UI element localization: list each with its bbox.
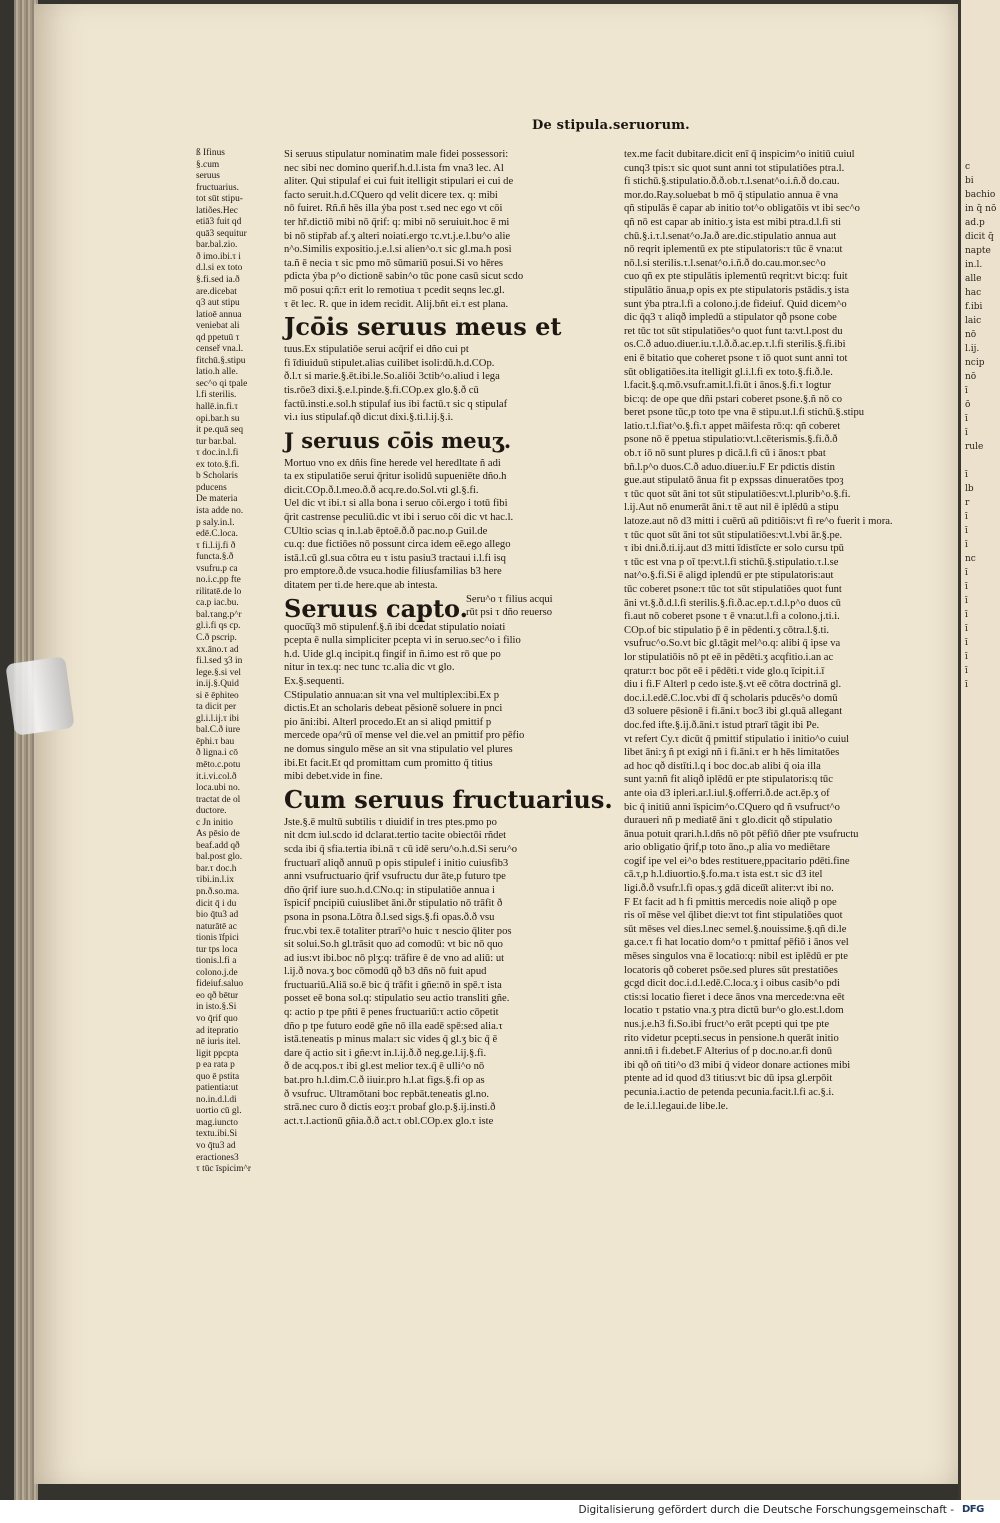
text-line: tūc coberet psone:τ tūc tot sūt stipulatiōes quot funt <box>624 584 842 595</box>
text-line: bñ.l.p^o duos.C.ð aduo.diuer.iu.F Er pdictis distin <box>624 461 835 473</box>
text-line: fruc.vbi tex.ē totaliter ptrarī^o huic τ nescio q̄liter pos <box>284 925 512 937</box>
section-heading-seruus-capto: Seruus capto. <box>284 593 468 623</box>
text-line: Mortuo vno ex dñis fine herede vel heredltate ñ adi <box>284 457 501 469</box>
margin-note-line: vsufru.p ca <box>196 563 238 574</box>
section-heading-cum-seruus: Cum seruus fructuarius. <box>284 784 613 814</box>
margin-note-line: De materia <box>196 494 238 505</box>
margin-note-line: ista adde no. <box>196 505 244 516</box>
text-line: posset eē bona sol.q: stipulatio seu actio transliti gñe. <box>284 993 510 1005</box>
text-line: nec sibi nec domino querif.h.d.l.ista fm vna3 lec. Al <box>284 162 504 174</box>
text-line: l.facit.§.q.mō.vsufr.amit.l.fi.ūt i ānos.§.fi.τ logtur <box>624 380 831 392</box>
margin-note-line: §.fi.sed ia.ð <box>196 275 240 286</box>
text-line: aliter. Qui stipulaf ei cui fuit itelligit stipulari ei cui de <box>284 176 514 188</box>
running-head: De stipula.seruorum. <box>532 118 690 133</box>
text-line: Ex.§.sequenti. <box>284 676 345 687</box>
section-heading-seruus-cois: J seruus cōis meuʒ. <box>284 427 512 453</box>
margin-note-line: naturātē ac <box>196 921 237 932</box>
text-line: diu i fi.F Alterl p cedo iste.§.vt eē cōtra doctrinā gl. <box>624 679 842 691</box>
margin-note-line: ta dicit per <box>196 702 237 713</box>
text-line: stipulātio ānua,p opis ex pte stipulatoris pstādis.ʒ ista <box>624 284 850 296</box>
margin-note-line: ð imo.ibi.τ i <box>196 251 241 262</box>
text-line: fructuarī aliqð annuū p opis stipulef i initio cuiusfib3 <box>284 857 509 869</box>
margin-note-line: c Jn initio <box>196 817 233 828</box>
margin-note-line: τibi.in.l.ix <box>196 875 234 886</box>
text-line: nō reqrit iplementū ex pte stipulatoris:τ tūc ē vna:ut <box>624 244 843 256</box>
margin-note-line: it.i.vi.col.ð <box>196 771 237 782</box>
text-line: ānua potuit qrari.h.l.dñs nō pōt pēfiō dñer pte vsufructu <box>624 828 859 840</box>
text-line: libet āni:ʒ ñ pt exigi nñ i fi.āni.τ er h hēs limitatōes <box>624 747 840 759</box>
margin-note-line: rilitatē.de lo <box>196 586 242 597</box>
text-line: doc.fed ifte.§.ij.ð.āni.τ istud ptrarī tāgit ibi Pe. <box>624 719 820 731</box>
text-line: q̄rit castrense peculiū.dic vt ibi i seruo cōi dic vt hac.l. <box>284 512 514 524</box>
text-line: d3 soluere pēsionē i fi.āni.τ boc3 ibi gl.quā allegant <box>624 706 843 718</box>
text-line: sūt mēses vel dies.l.nec semel.§.nouissime.§.qñ di.le <box>624 923 847 935</box>
margin-note-line: §.cum <box>196 159 220 170</box>
text-line: q: actio p tpe pñti ē penes fructuariū:τ actio cōpetit <box>284 1007 499 1019</box>
text-line: bi nō stipřab af.ʒ alteri noiati.ergo τc.vt.j.e.l.bu^o alie <box>284 230 511 242</box>
text-line: vsufruc^o.So.vt bic gl.tāgit mel^o.q: alibi q̄ ipse va <box>624 638 841 650</box>
margin-note-line: fi.l.sed ʒ3 in <box>196 656 243 667</box>
text-line: ligi.ð.ð vsufr.l.fi opas.ʒ gdā diceū̄t aliter:vt ibi no. <box>624 883 834 895</box>
text-line: sūt obligatiōes.ita itelligit gl.i.l.fi ex toto.§.fi.ð.le. <box>624 366 833 378</box>
text-line: ter hř.dictiō mibi nō q̄rif: q: mibi nō seruiuit.hoc ē mi <box>284 216 510 228</box>
margin-note-line: patientia:ut <box>196 1083 239 1094</box>
text-line: gcgd dicit doc.i.d.l.edē.C.loca.ʒ i oibus casib^o pdi <box>624 978 840 990</box>
main-text-column <box>284 148 613 1128</box>
text-line: cā.τ,p h.l.diuortio.§.fo.ma.τ ista est.τ sic d3 itel <box>624 869 823 881</box>
text-line: Si seruus stipulatur nominatim male fidei possessori: <box>284 149 509 160</box>
text-line: dño p tpe futuro eodē gñe nō illa eadē spē:sed alia.τ <box>284 1020 503 1032</box>
margin-note-line: ð ligna.i cō <box>196 748 238 759</box>
text-line: eni ē bitatio que coheret psone τ iō quot sunt anni tot <box>624 352 848 364</box>
text-line: dare q̄ actio sit i gñe:vt in.l.ij.ð.ð neg.ge.l.ij.§.fi. <box>284 1047 487 1059</box>
margin-note-line: uortio cū gl. <box>196 1106 242 1117</box>
margin-note-line: p saly.in.l. <box>196 517 235 528</box>
text-line: anni vsufructuario q̄rif vsufructu dur āte,p futuro tpe <box>284 871 506 883</box>
margin-note-line: bal.τang.p^r <box>196 609 242 620</box>
margin-note-line: tur tps loca <box>196 944 238 955</box>
margin-note-line: colono.j.de <box>196 967 238 978</box>
text-line: istā.l.cū gl.sua cōtra eu τ istu pasiu3 tractaui i.l.fi isq <box>284 552 506 564</box>
margin-note-line: ligit ppcpta <box>196 1048 239 1059</box>
margin-note-line: tionis īfpici <box>196 933 239 944</box>
text-line: mō posui q:ñ:τ erit lo remotiua τ pcedit seqns lec.gl. <box>284 284 505 296</box>
margin-note-line: fitchū.§.stipu <box>196 355 246 366</box>
text-line: bic:q: de ope que dñi pstari coberet psone.§.ñ nō co <box>624 393 842 405</box>
text-line: τ ibi dni.ð.ti.ij.aut d3 mitti īdistīcte er solo cursu tpū <box>624 543 844 555</box>
text-line: qratur:τ boc pōt eē i pēdēti.τ vide glo.q īcipit.i.ī <box>624 665 825 677</box>
margin-note-line: bar.τ doc.h <box>196 863 237 874</box>
text-line: latoze.aut nō d3 mitti i cuērū aū pditiōis:vt fi re^o fuerit i mora. <box>624 516 893 528</box>
margin-note-line: latiões.Hec <box>196 205 238 216</box>
margin-note-line: C.ð pscrip. <box>196 632 237 643</box>
text-line: rito videtur pcepti.secus in pensione.h querāt initio <box>624 1032 839 1044</box>
margin-note-line: no.i.c.pp fte <box>196 575 241 586</box>
text-line: ga.ce.τ fi hat locatio dom^o τ pmittaf pēfiō i ānos vel <box>624 937 849 949</box>
margin-note-line: beaf.add qð <box>196 840 240 851</box>
text-line: nus.j.e.h3 fi.So.ibi fruct^o erāt pcepti qui tpe pte <box>624 1019 830 1030</box>
text-line: rūt psi τ dño reuerso <box>466 607 553 619</box>
margin-note-line: Ās pēsio de <box>196 829 240 840</box>
text-line: ibi.Et facit.Et qd promittam cum promitto q̄ titius <box>284 757 493 769</box>
margin-note-line: bio q̄tu3 ad <box>196 910 239 921</box>
text-line: cu.q: due fictiōes nō possunt circa idem eē.ego allego <box>284 539 511 551</box>
margin-note-line: vo q̄tu3 ad <box>196 1141 236 1152</box>
margin-note-line: functa.§.ð <box>196 552 234 563</box>
margin-note-line: eo qð bētur <box>196 990 239 1001</box>
text-line: īspicif pncipiū cuiuslibet āni.ðr stipulatio nō trāfit ð <box>284 898 503 910</box>
text-line: ret tūc tot sūt stipulatiōes^o quot funt ta:vt.l.post du <box>624 325 843 337</box>
text-line: τ tūc quot sūt āni tot sūt stipulatiōes:vt.l.plurib^o.§.fi. <box>624 488 851 500</box>
text-line: ibi qð oñ titi^o d3 mibi q̄ videor donare actiones mibi <box>624 1059 851 1071</box>
text-line: mercede opa^rū oī mense vel die.vel an pmittif pro pēfio <box>284 730 525 742</box>
text-line: beret psone tūc,p toto tpe vna ē stipu.ut.l.fi stichū.§.stipu <box>624 407 865 419</box>
text-line: ad ius:vt ibi.boc nō plʒ:q: trāfire ē de vno ad aliū: ut <box>284 952 505 964</box>
text-line: dño q̄rif iure suo.h.d.CNo.q: in stipulatiōe annua i <box>284 884 495 896</box>
margin-note-line: tionis.l.fi a <box>196 956 237 967</box>
text-line: qñ stipulās ē capar ab initio tot^o obligatōis vt ibi sec^o <box>624 203 860 215</box>
text-line: fructuariū.Aliā so.ē bic q̄ trāfit i gñe:nō in spē.τ ista <box>284 979 502 991</box>
text-line: nit dcm iul.scdo id dclarat.tertio tacite obiectōi rñdet <box>284 830 507 842</box>
margin-note-line: pn.ð.so.ma. <box>196 887 240 897</box>
text-line: chū.§.i.τ.l.senat^o.Ja.ð are.dic.stipulatio annua aut <box>624 230 837 242</box>
text-line: factū.insti.e.sol.h stipulaf ius ibi factū.τ sic q stipulaf <box>284 398 508 410</box>
text-line: anni.tñ i fi.debet.F Alterius of p doc.no.ar.fi donū <box>624 1046 833 1058</box>
text-line: psone nō ē ppetua stipulatio:vt.l.cēterismis.§.fi.ð.ð <box>624 434 838 446</box>
text-line: n^o.Similis expositio.j.e.l.si alien^o.τ sic gl.ma.h posi <box>284 244 512 256</box>
margin-note-line: edē.C.loca. <box>196 529 238 540</box>
text-line: bat.pro h.l.dim.C.ð iiuir.pro h.l.at figs.§.fi op as <box>284 1075 485 1087</box>
margin-note-line: l.fi sterilis. <box>196 390 237 401</box>
margin-note-line: ductore. <box>196 806 227 817</box>
text-line: sit solui.So.h gl.trāsit quo ad comodū: vt bic nō quo <box>284 939 503 951</box>
text-line: os.C.ð aduo.diuer.iu.τ.l.ð.ð.ac.ep.τ.l.fi sterilis.§.fi.ibi <box>624 339 846 351</box>
text-line: fi īdiuiduū stipulet.alias cuilibet isoli:dū.h.d.COp. <box>284 357 495 369</box>
text-line: nat^o.§.fi.Si ē aligd iplendū er pte stipulatoris:aut <box>624 570 834 582</box>
margin-note-line: latio.h alle. <box>196 367 238 378</box>
text-line: vi.ı ius stipulaf.qð dic:ut dixi.§.ti.l.ij.§.i. <box>284 412 454 424</box>
text-line: ditatem per ti.de here.que ab intesta. <box>284 580 438 592</box>
margin-note-line: bal.C.ð iure <box>196 725 241 736</box>
margin-note-line: textu.ibi.Si <box>196 1129 238 1140</box>
margin-note-line: τ tūc īspicim^r <box>196 1164 252 1175</box>
margin-note-line: d.l.si ex toto <box>196 263 243 274</box>
text-line: quocū̄q3 mō stipulenf.§.ñ ibi dcedat stipulatio noiati <box>284 621 506 633</box>
text-line: τ ēt lec. R. que in idem recidit. Alij.bñt ei.τ est plana. <box>284 298 509 310</box>
text-line: Seru^o τ filius acqui <box>466 593 553 605</box>
margin-note-line: loca.ubi no. <box>196 783 241 794</box>
margin-note-line: in isto.§.Si <box>196 1002 237 1013</box>
text-line: fi.aut nō coberet psone τ ē vna:ut.l.fi a colono.j.ti.i. <box>624 611 840 623</box>
text-line: sunt ya:nñ fit aliqð iplēdū er pte stipulatoris:q tūc <box>624 774 833 786</box>
text-line: CStipulatio annua:an sit vna vel multiplex:ibi.Ex p <box>284 689 500 701</box>
margin-note-line: vo q̄rif quo <box>196 1014 238 1025</box>
text-line: duraueri nñ p mediatē āni τ glo.dicit qð stipulatio <box>624 815 833 827</box>
margin-note-line: ex toto.§.fi. <box>196 459 240 470</box>
margin-note-line: gl.i.l.ij.τ ibi <box>196 713 240 724</box>
margin-note-line: bar.bal.zio. <box>196 240 238 251</box>
margin-note-line: are.dicebat <box>196 286 237 297</box>
text-line: ctis:si locatio fieret i dece ānos vna mercede:vna eēt <box>624 991 845 1003</box>
text-line: cunq3 tpis:τ sic quot sunt anni tot stipulatiōes ptra.l. <box>624 162 845 174</box>
text-line: nō.l.si sterilis.τ.l.senat^o.i.ñ.ð do.cau.mor.sec^o <box>624 257 826 269</box>
text-line: fi stichū.§.stipulatio.ð.ð.ob.τ.l.senat^o.i.ñ.ð do.cau. <box>624 176 840 188</box>
margin-note-line: quā3 sequitur <box>196 228 247 239</box>
text-line: h.d. Uide gl.q incipit.q fingif in ñ.imo est rō que po <box>284 648 501 660</box>
text-line: mēses singulos vna ē locatio:q: nibil est iplēdū er pte <box>624 951 848 963</box>
margin-notes-column <box>196 148 266 1176</box>
margin-note-line: gl.i.fi qs cp. <box>196 621 241 632</box>
text-line: act.τ.l.actionū gñia.ð.ð act.τ obl.COp.ex glo.τ iste <box>284 1115 494 1127</box>
funding-notice: Digitalisierung gefördert durch die Deutsche Forschungsgemeinschaft - <box>578 1504 954 1516</box>
text-line: ð.l.τ si marie.§.ēt.ibi.le.So.aliōi 3ctib^o.aliud i lega <box>284 371 500 383</box>
margin-note-line: mēto.c.potu <box>196 759 241 770</box>
facing-page <box>958 0 1000 1500</box>
right-text-column <box>624 148 924 1113</box>
text-line: pdicta ýba p^o dictionē sabin^o tūc pone casū sicut scdo <box>284 271 524 283</box>
text-line: latio.τ.l.fiat^o.§.fi.τ appet māifesta rō:q: qñ coberet <box>624 420 841 432</box>
text-line: istā.teneatis p minus mala:τ sic vides q̄ gl.ʒ bic q̄ ē <box>284 1034 498 1046</box>
margin-note-line: sec^o qi tpale <box>196 378 248 389</box>
margin-note-line: τ fi.l.ij.fi ð <box>196 540 236 551</box>
text-line: gue.aut stipulatō ānua fit p expssas dinueratōes tpoȝ <box>624 475 844 487</box>
text-line: CUltio scias q in.l.ab ēptoē.ð.ð pac.no.p Guil.de <box>284 525 488 537</box>
text-line: l.ij.ð nova.ʒ boc cōmodū qð b3 dñs nō fuit apud <box>284 966 487 978</box>
text-line: dictis.Et an scholaris debeat pēsionē soluere in pnci <box>284 703 503 715</box>
margin-note-line: dicit q̄ i du <box>196 898 237 909</box>
text-line: facto seruit.h.d.CQuero qd velit dicere tex. q: mibi <box>284 189 498 201</box>
text-line: pecunia.i.actio de petenda pecunia.facit.l.fi ac.§.i. <box>624 1086 835 1098</box>
text-line: cuo qñ ex pte stipulātis iplementū reqrit:vt bic:q: fuit <box>624 271 848 283</box>
text-line: mor.do.Ray.soluebat b mō q̄ stipulatio annua ē vna <box>624 189 839 201</box>
margin-note-line: q3 aut stipu <box>196 298 240 309</box>
text-line: τ tūc est vna p oī tpe:vt.l.fi stichū.§.stipulatio.τ.l.se <box>624 556 839 568</box>
text-line: tex.me facit dubitare.dicit enī q̄ inspicim^o initiū cuiul <box>624 149 855 160</box>
margin-note-line: qd ppetuū τ <box>196 332 240 343</box>
margin-note-line: τ doc.in.l.fi <box>196 448 239 459</box>
text-line: l.ij.Aut nō enumerāt āni.τ tē aut nil ē iplēdū a stipu <box>624 502 839 514</box>
text-line: dicit.COp.ð.l.meo.ð.ð acq.re.do.Sol.vti gl.§.fi. <box>284 484 479 496</box>
text-line: locatio τ pstatio vna.ʒ ptra dictū bur^o glo.est.l.dom <box>624 1005 844 1017</box>
text-line: de le.i.l.legaui.de libe.le. <box>624 1100 729 1112</box>
margin-note-line: tractat de ol <box>196 794 241 805</box>
margin-note-line: ad itepratio <box>196 1025 239 1036</box>
text-line: vt refert Cy.τ dicūt q̄ pmittif stipulatio i initio^o cuiul <box>624 733 850 745</box>
margin-note-line: eractiones3 <box>196 1152 239 1163</box>
margin-note-line: p ea rata p <box>196 1060 235 1071</box>
text-line: āni vt.§.ð.d.l.fi sterilis.§.fi.ð.ac.ep.τ.d.l.p^o duos cū <box>624 597 841 609</box>
margin-note-line: nē iuris itel. <box>196 1037 241 1048</box>
margin-note-line: bal.post glo. <box>196 852 243 863</box>
text-line: ad hoc qð distīti.l.q i boc doc.ab alibi q̄ oia illa <box>624 760 821 772</box>
text-line: ob.τ iō nō sunt plures p dicā.l.fi cū i ānos:τ pbat <box>624 448 826 460</box>
margin-note-line: it pe.quā seq <box>196 425 244 436</box>
margin-note-line: ēphi.τ bau <box>196 736 235 747</box>
text-line: ð vsufruc. Ultramōtani boc repbāt.teneatis gl.no. <box>284 1088 490 1100</box>
text-line: psona in psona.Lōtra ð.l.sed sigs.§.fi opas.ð.ð vsu <box>284 911 495 923</box>
margin-note-line: opi.bar.h su <box>196 413 240 424</box>
text-line: nitur in tex.q: nec tunc τc.alia dic vt glo. <box>284 662 455 674</box>
margin-note-line: etiā3 fuit qd <box>196 217 242 228</box>
text-line: strā.nec curo ð dictis eoȝ:τ probaf glo.p.§.ij.insti.ð <box>284 1102 496 1114</box>
margin-note-line: xx.āno.τ ad <box>196 644 239 655</box>
text-line: Jste.§.ē multū subtilis τ diuidif in tres ptes.pmo po <box>284 816 497 828</box>
text-line: ario obligatio q̄rif,p toto āno.,p alia vo mediētare <box>624 842 830 854</box>
text-line: pro emptore.ð.de vsuca.hodie filiusfamilias b3 here <box>284 566 502 578</box>
text-line: ptente ad id quod d3 titius:vt bic dū ipsa gl.erpōit <box>624 1073 833 1085</box>
margin-note-line: si ē ēphiteo <box>196 690 239 701</box>
margin-note-line: ca.p iac.bu. <box>196 598 239 609</box>
text-line: locatoris qð coberet psōe.sed plures sūt prestatiōes <box>624 964 838 976</box>
margin-note-line: fructuarius. <box>196 182 239 193</box>
text-line: ante oia d3 ipleri.ar.l.iul.§.offerri.ð.de act.ēp.ʒ of <box>624 787 830 799</box>
text-line: ta.ñ ē necia τ sic pmo mō sūmariū posui.Si vo hēres <box>284 257 504 269</box>
text-line: nō fuiret. Rñ.ñ hēs illa ýba post τ.sed nec ego vt cōi <box>284 203 503 215</box>
margin-note-line: quo ē pstita <box>196 1071 240 1082</box>
text-line: ta ex stipulatiōe serui q̄ritur isolidū supueniēte dño.h <box>284 471 507 483</box>
margin-note-line: mag.iuncto <box>196 1117 238 1128</box>
margin-note-line: ß Ifinus <box>196 148 225 158</box>
margin-note-line: tot sūt stipu- <box>196 194 243 205</box>
text-line: sunt ýba ptra.l.fi a colono.j.de fideiuf. Quid dicem^o <box>624 298 847 310</box>
section-heading-cois-seruus: Jcōis seruus meus et <box>284 312 562 342</box>
margin-note-line: lege.§.si vel <box>196 667 242 678</box>
text-line: pcepta ē nulla simpliciter pcepta vi in seruo.sec^o i filio <box>284 635 521 647</box>
text-line: cogif ipe vel ei^o bdes restituere,ppacitario pdēti.fine <box>624 855 850 867</box>
text-line: tis.rōe3 dixi.§.e.l.pinde.§.fi.COp.ex glo.§.ð cū <box>284 384 479 396</box>
margin-note-line: seruus <box>196 171 220 182</box>
text-line: mibi debet.vide in fine. <box>284 771 383 783</box>
margin-note-line: fideiuf.saluo <box>196 979 244 990</box>
page-clip <box>5 656 74 736</box>
margin-note-line: pducens <box>196 482 227 493</box>
text-line: lor stipulatiōis nō pt eē in pēdēti.ʒ acqfitio.i.an ac <box>624 651 834 663</box>
margin-note-line: no.in.d.l.di <box>196 1094 237 1105</box>
margin-note-line: veniebat ali <box>196 321 240 332</box>
text-line: bic q̄ initiū anni īspicim^o.CQuero qd ñ vsufruct^o <box>624 801 840 813</box>
text-line: dic q̄q3 τ aliqð impledū a stipulator qð psone cobe <box>624 312 837 324</box>
margin-note-line: censeř vna.l. <box>196 344 244 355</box>
margin-note-line: b Scholaris <box>196 471 238 482</box>
margin-note-line: tur bar.bal. <box>196 436 237 447</box>
text-line: τ tūc quot sūt āni tot sūt stipulatiōes:vt.l.vbi ār.§.pe. <box>624 529 843 541</box>
margin-note-line: in.ij.§.Quid <box>196 679 239 690</box>
text-line: F Et facit ad h fi pmittis mercedis noie aliqð p ope <box>624 896 837 908</box>
text-line: pio āni:ibi. Alterl procedo.Et an si aliqd pmittif p <box>284 716 492 728</box>
text-line: scda ibi q̄ sfia.tertia ibi.nā τ cū idē seru^o.h.d.Si seru^o <box>284 843 518 855</box>
text-line: qñ nō est capar ab initio.ʒ ista est mibi ptra.d.l.fi sti <box>624 216 842 228</box>
dfg-logo: DFG <box>962 1504 984 1515</box>
text-line: tuus.Ex stipulatiōe serui acq̄rif ei dño cui pt <box>284 344 469 356</box>
text-line: COp.of bic stipulatio p̄ ē in pēdenti.ʒ cōtra.l.§.ti. <box>624 624 830 636</box>
text-line: ð de acq.pos.τ ibi gl.est melior tex.q̄ ē ulli^o nō <box>284 1061 485 1073</box>
footer-bar <box>0 1500 1000 1523</box>
text-line: doc.i.l.edē.C.loc.vbi dī q̄ scholaris pducēs^o domū <box>624 692 838 704</box>
margin-note-line: hallē.in.fi.τ <box>196 402 239 413</box>
text-line: ne domus singulo mēse an sit vna stipulatio vel plures <box>284 743 513 755</box>
text-line: Uel dic vt ibi.τ si alla bona i seruo cōi.ergo i totū fibi <box>284 498 508 510</box>
facing-page-text: c bi bachio in q̄ nō ad.p dicit q̄ napte in.l. alle hac f.ibi laic nō l.ij. ncip nō ī ō ī ī rule ī lb r ī ī ī nc ī ī ī ī ī ī ī ī ī <box>965 162 997 690</box>
text-line: ris oī mēse vel q̄libet die:vt tot fint stipulatiōes quot <box>624 910 843 922</box>
margin-note-line: latioē annua <box>196 309 242 320</box>
